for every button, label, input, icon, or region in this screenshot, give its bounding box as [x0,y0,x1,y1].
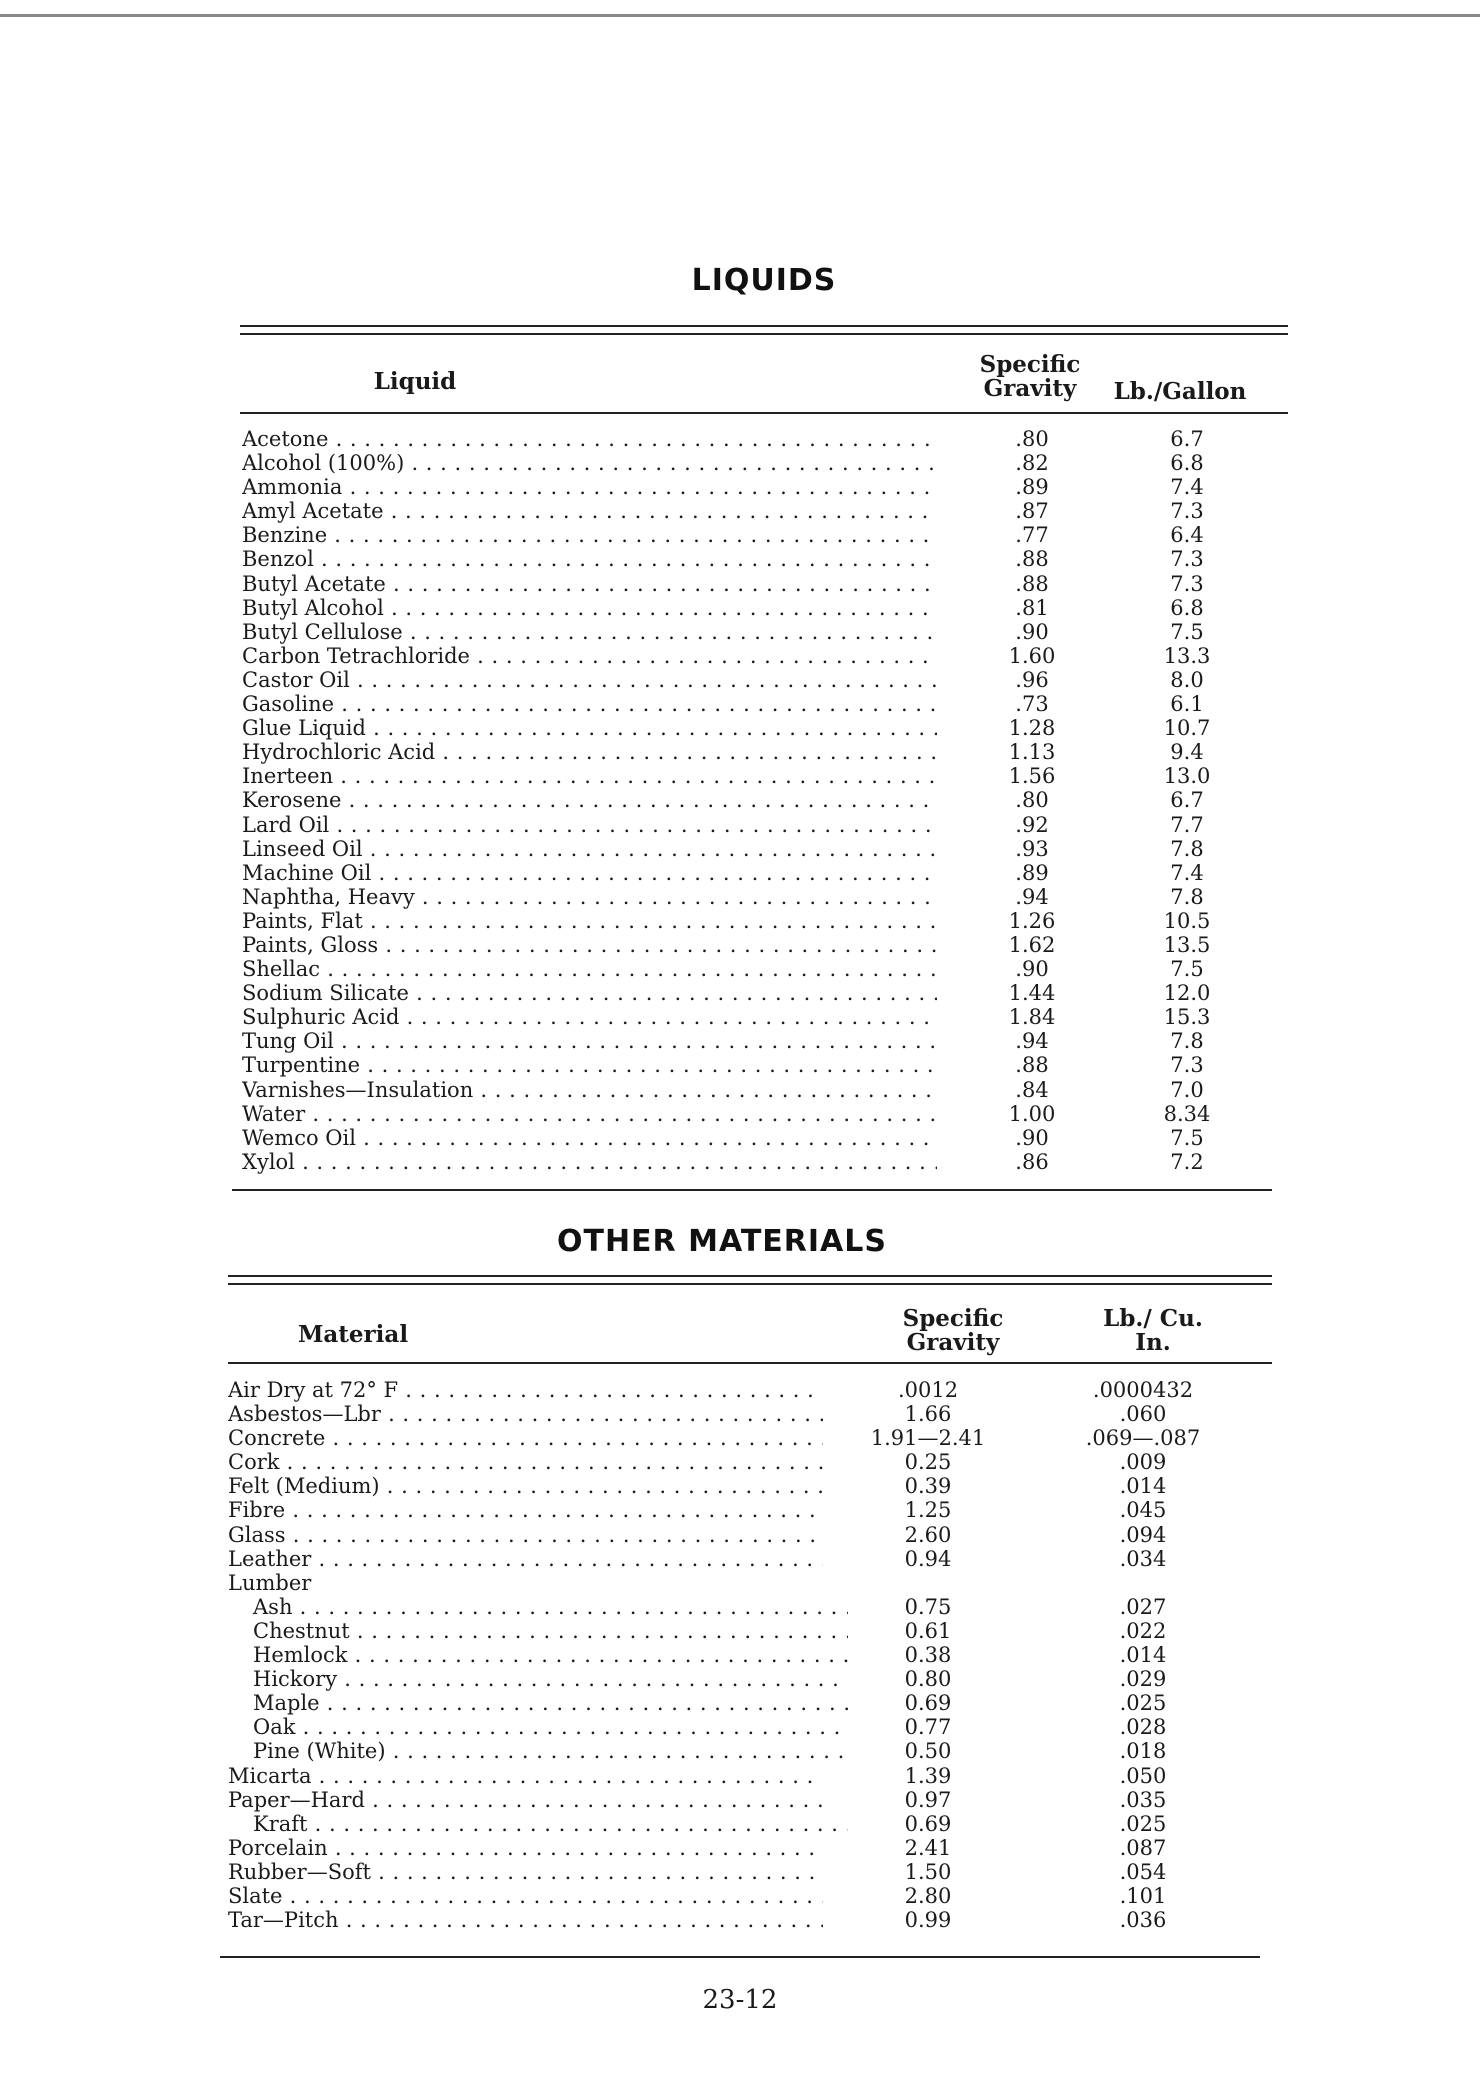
row-name: Wemco Oil . . . [242,1126,937,1150]
row-name: Butyl Alcohol . . . [242,596,937,620]
row-specific-gravity: 0.80 [904,1667,952,1692]
row-specific-gravity: .94 [1015,884,1049,909]
row-lbgal: 7.5 [1170,1125,1204,1150]
row-lbgal: 15.3 [1163,1005,1211,1030]
row-specific-gravity: 1.28 [1008,716,1056,741]
table-row [242,716,1282,740]
row-name: Gasoline . . . [242,692,937,716]
row-specific-gravity: 0.25 [904,1450,952,1475]
table-row [242,668,1282,692]
row-name: Slate . . . [228,1884,823,1908]
row-specific-gravity: .89 [1015,475,1049,500]
row-name: Machine Oil . . . [242,861,937,885]
other-materials-section [228,1210,1276,1970]
table-row [242,620,1282,644]
row-name: Chestnut . . . [228,1619,848,1643]
row-lbcuin: .027 [1119,1594,1167,1619]
row-name: Paints, Flat . . . [242,909,937,933]
row-name: Air Dry at 72° F . . . [228,1378,823,1402]
row-lbgal: 13.0 [1163,764,1211,789]
row-specific-gravity: .73 [1015,692,1049,717]
row-lbgal: 6.8 [1170,595,1204,620]
row-lbgal: 6.4 [1170,523,1204,548]
table-row [242,981,1282,1005]
row-specific-gravity: 1.13 [1008,740,1056,765]
row-specific-gravity: .90 [1015,1125,1049,1150]
table-row [228,1523,1268,1547]
row-specific-gravity: 0.61 [904,1618,952,1643]
row-specific-gravity: .88 [1015,547,1049,572]
row-specific-gravity: 1.62 [1008,932,1056,957]
row-lbgal: 7.4 [1170,475,1204,500]
table-row [228,1450,1268,1474]
table-row [228,1547,1268,1571]
row-lbgal: 7.3 [1170,547,1204,572]
row-lbgal: 12.0 [1163,981,1211,1006]
row-lbcuin: .029 [1119,1667,1167,1692]
table-row [242,1150,1282,1174]
row-lbgal: 7.5 [1170,619,1204,644]
row-name: Asbestos—Lbr . . . [228,1402,823,1426]
row-lbgal: 13.5 [1163,932,1211,957]
table-row [228,1498,1268,1522]
row-specific-gravity: 1.00 [1008,1101,1056,1126]
row-name: Ammonia . . . [242,475,937,499]
row-lbcuin: .101 [1119,1883,1167,1908]
row-name: Shellac . . . [242,957,937,981]
row-lbcuin: .028 [1119,1715,1167,1740]
row-specific-gravity: 2.41 [904,1835,952,1860]
row-specific-gravity: .88 [1015,571,1049,596]
row-name: Benzine . . . [242,523,937,547]
row-lbgal: 7.8 [1170,884,1204,909]
row-name: Carbon Tetrachloride . . . [242,644,937,668]
row-lbgal: 8.34 [1163,1101,1211,1126]
row-name: Tung Oil . . . [242,1029,937,1053]
row-specific-gravity: .87 [1015,499,1049,524]
row-name: Water . . . [242,1102,937,1126]
row-lbcuin: .035 [1119,1787,1167,1812]
scan-top-border [0,14,1480,17]
row-specific-gravity: 1.91—2.41 [870,1426,986,1451]
row-specific-gravity: 0.69 [904,1691,952,1716]
row-lbgal: 6.8 [1170,451,1204,476]
row-lbcuin: .014 [1119,1474,1167,1499]
table-row [228,1884,1268,1908]
row-specific-gravity: .90 [1015,619,1049,644]
row-name: Porcelain . . . [228,1836,823,1860]
row-lbgal: 7.7 [1170,812,1204,837]
row-name: Concrete . . . [228,1426,823,1450]
row-lbcuin: .036 [1119,1908,1167,1933]
row-specific-gravity: 1.66 [904,1402,952,1427]
row-name: Acetone . . . [242,427,937,451]
row-name: Kraft . . . [228,1812,848,1836]
table-row [228,1715,1268,1739]
page-number: 23-12 [702,1985,778,2015]
row-lbgal: 7.0 [1170,1077,1204,1102]
row-specific-gravity: .93 [1015,836,1049,861]
row-name: Cork . . . [228,1450,823,1474]
row-lbgal: 7.8 [1170,836,1204,861]
table-row [242,427,1282,451]
row-name: Micarta . . . [228,1764,823,1788]
table-row [242,861,1282,885]
row-specific-gravity: .84 [1015,1077,1049,1102]
row-specific-gravity: 1.39 [904,1763,952,1788]
table-row [242,692,1282,716]
row-specific-gravity: 1.60 [1008,643,1056,668]
row-specific-gravity: 0.38 [904,1643,952,1668]
table-row [242,1102,1282,1126]
other-header-specific-gravity: Specific Gravity [902,1305,1004,1356]
row-lbgal: 7.3 [1170,571,1204,596]
row-name: Benzol . . . [242,547,937,571]
table-row [228,1812,1268,1836]
row-lbgal: 7.3 [1170,499,1204,524]
row-name: Paints, Gloss . . . [242,933,937,957]
table-row [242,909,1282,933]
table-row [228,1667,1268,1691]
row-name: Fibre . . . [228,1498,823,1522]
row-specific-gravity: 0.39 [904,1474,952,1499]
row-lbcuin: .045 [1119,1498,1167,1523]
table-row [228,1571,1268,1595]
table-row [228,1691,1268,1715]
row-name: Varnishes—Insulation . . . [242,1078,937,1102]
row-name: Linseed Oil . . . [242,837,937,861]
row-specific-gravity: .86 [1015,1149,1049,1174]
row-lbcuin: .094 [1119,1522,1167,1547]
table-row [242,1029,1282,1053]
table-row [242,1126,1282,1150]
row-specific-gravity: 2.60 [904,1522,952,1547]
row-name: Maple . . . [228,1691,848,1715]
other-bottom-rule [220,1956,1260,1958]
row-lbgal: 7.5 [1170,957,1204,982]
row-specific-gravity: .82 [1015,451,1049,476]
table-row [242,547,1282,571]
row-lbcuin: .087 [1119,1835,1167,1860]
row-name: Turpentine . . . [242,1053,937,1077]
table-row [228,1860,1268,1884]
row-lbcuin: .054 [1119,1859,1167,1884]
row-specific-gravity: 0.94 [904,1546,952,1571]
row-name: Alcohol (100%) . . . [242,451,937,475]
table-row [242,885,1282,909]
other-materials-title: OTHER MATERIALS [556,1224,887,1259]
row-name: Glass . . . [228,1523,823,1547]
table-row [242,837,1282,861]
table-row [242,596,1282,620]
row-lbcuin: .050 [1119,1763,1167,1788]
row-name: Sulphuric Acid . . . [242,1005,937,1029]
table-row [228,1402,1268,1426]
row-name: Inerteen . . . [242,764,937,788]
row-name: Hickory . . . [228,1667,848,1691]
row-lbcuin: .018 [1119,1739,1167,1764]
liquids-section [240,255,1288,1195]
row-specific-gravity: 2.80 [904,1883,952,1908]
row-lbcuin: .069—.087 [1085,1426,1201,1451]
row-lbcuin: .0000432 [1092,1378,1194,1402]
row-name: Naphtha, Heavy . . . [242,885,937,909]
row-name: Xylol . . . [242,1150,937,1174]
row-lbcuin: .034 [1119,1546,1167,1571]
row-specific-gravity: 1.26 [1008,908,1056,933]
table-row [242,764,1282,788]
other-header-name: Material [297,1321,409,1348]
row-specific-gravity: 1.56 [1008,764,1056,789]
row-lbgal: 10.7 [1163,716,1211,741]
row-name: Felt (Medium) . . . [228,1474,823,1498]
row-lbgal: 7.2 [1170,1149,1204,1174]
row-lbcuin: .022 [1119,1618,1167,1643]
table-row [228,1378,1268,1402]
row-lbgal: 6.1 [1170,692,1204,717]
row-name: Kerosene . . . [242,788,937,812]
row-specific-gravity: .94 [1015,1029,1049,1054]
row-specific-gravity: 1.25 [904,1498,952,1523]
row-specific-gravity: .80 [1015,788,1049,813]
other-top-double-rule [228,1275,1272,1285]
row-name: Sodium Silicate . . . [242,981,937,1005]
other-table-body [228,1378,1268,1932]
row-specific-gravity: 0.69 [904,1811,952,1836]
row-name: Oak . . . [228,1715,848,1739]
row-lbcuin: .025 [1119,1691,1167,1716]
other-header-lb-cu-in: Lb./ Cu. In. [1103,1305,1203,1356]
table-row [228,1788,1268,1812]
row-specific-gravity: 0.99 [904,1908,952,1933]
row-lbgal: 6.7 [1170,788,1204,813]
table-row [228,1595,1268,1619]
liquids-table-body [242,427,1282,1174]
liquids-top-double-rule [240,325,1288,335]
row-specific-gravity: .0012 [897,1378,959,1402]
row-specific-gravity: .89 [1015,860,1049,885]
row-lbgal: 10.5 [1163,908,1211,933]
row-lbcuin: .014 [1119,1643,1167,1668]
table-row [242,451,1282,475]
row-specific-gravity: 0.75 [904,1594,952,1619]
row-specific-gravity: .81 [1015,595,1049,620]
liquids-bottom-rule [232,1189,1272,1191]
row-name: Hydrochloric Acid . . . [242,740,937,764]
row-lbgal: 7.3 [1170,1053,1204,1078]
row-specific-gravity: .92 [1015,812,1049,837]
row-lbcuin: .025 [1119,1811,1167,1836]
liquids-header-lb-gallon: Lb./Gallon [1113,378,1247,405]
row-name: Lumber [228,1570,312,1595]
row-name: Butyl Cellulose . . . [242,620,937,644]
row-specific-gravity: 1.50 [904,1859,952,1884]
row-lbgal: 13.3 [1163,643,1211,668]
table-row [242,957,1282,981]
row-name: Paper—Hard . . . [228,1788,823,1812]
table-row [242,740,1282,764]
row-lbgal: 7.8 [1170,1029,1204,1054]
row-name: Hemlock . . . [228,1643,848,1667]
other-header-rule [228,1362,1272,1364]
row-specific-gravity: 0.77 [904,1715,952,1740]
table-row [228,1474,1268,1498]
table-row [242,475,1282,499]
row-name: Castor Oil . . . [242,668,937,692]
row-specific-gravity: 1.44 [1008,981,1056,1006]
liquids-header-specific-gravity: Specific Gravity [979,351,1081,402]
row-name: Pine (White) . . . [228,1739,848,1763]
liquids-header-name: Liquid [373,368,457,395]
table-row [242,813,1282,837]
table-row [228,1764,1268,1788]
row-name: Butyl Acetate . . . [242,572,937,596]
row-lbgal: 7.4 [1170,860,1204,885]
row-name: Lard Oil . . . [242,813,937,837]
row-name: Tar—Pitch . . . [228,1908,823,1932]
row-specific-gravity: 0.50 [904,1739,952,1764]
row-specific-gravity: .90 [1015,957,1049,982]
row-lbcuin: .060 [1119,1402,1167,1427]
table-row [242,523,1282,547]
row-specific-gravity: .88 [1015,1053,1049,1078]
row-specific-gravity: .80 [1015,427,1049,451]
table-row [228,1739,1268,1763]
table-row [242,499,1282,523]
row-lbgal: 6.7 [1170,427,1204,451]
row-name: Rubber—Soft . . . [228,1860,823,1884]
row-name: Amyl Acetate . . . [242,499,937,523]
row-specific-gravity: .77 [1015,523,1049,548]
row-specific-gravity: .96 [1015,667,1049,692]
liquids-title: LIQUIDS [691,263,837,298]
table-row [228,1619,1268,1643]
table-row [228,1908,1268,1932]
row-specific-gravity: 0.97 [904,1787,952,1812]
row-name: Leather . . . [228,1547,823,1571]
row-lbgal: 9.4 [1170,740,1204,765]
table-row [242,572,1282,596]
table-row [228,1643,1268,1667]
liquids-header-rule [240,412,1288,414]
row-name: Glue Liquid . . . [242,716,937,740]
table-row [242,933,1282,957]
table-row [242,1005,1282,1029]
table-row [228,1426,1268,1450]
table-row [242,788,1282,812]
table-row [242,644,1282,668]
row-lbgal: 8.0 [1170,667,1204,692]
row-specific-gravity: 1.84 [1008,1005,1056,1030]
table-row [228,1836,1268,1860]
row-lbcuin: .009 [1119,1450,1167,1475]
table-row [242,1078,1282,1102]
row-name: Ash . . . [228,1595,848,1619]
table-row [242,1053,1282,1077]
